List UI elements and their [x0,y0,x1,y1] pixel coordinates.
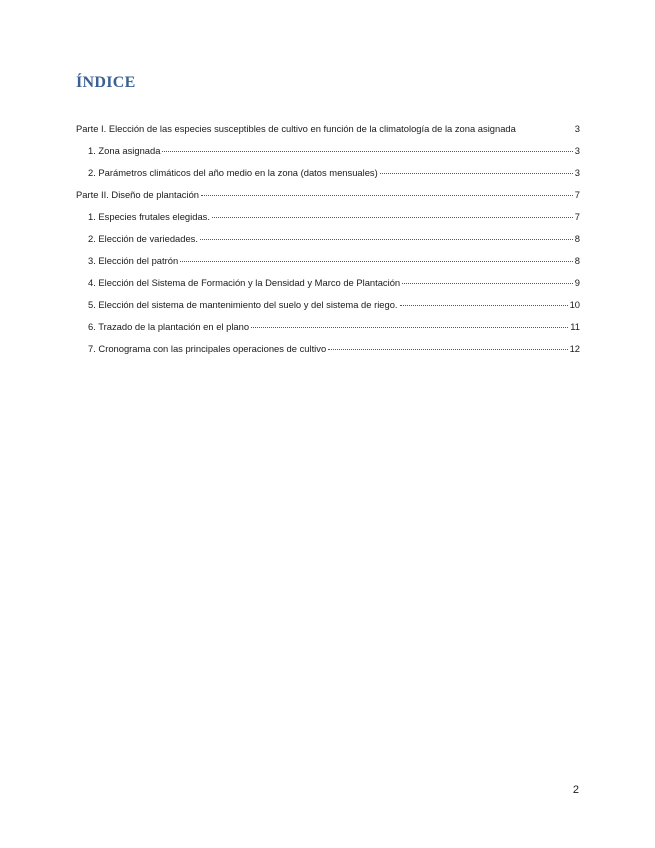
toc-heading: ÍNDICE [76,74,136,91]
toc-entry-label: 1. Especies frutales elegidas. [88,211,210,222]
toc-entry-page: 3 [574,167,580,178]
toc-leader [201,195,573,196]
toc-entry-label: 2. Elección de variedades. [88,233,198,244]
toc-entry-label: 6. Trazado de la plantación en el plano [88,321,250,332]
toc-entry-page: 11 [570,321,580,332]
toc-entry-especies-frutales[interactable] [88,211,580,223]
toc-entry-variedades[interactable] [88,233,580,245]
toc-leader [402,283,573,284]
toc-leader [212,217,573,218]
toc-leader [400,305,568,306]
toc-leader [180,261,573,262]
toc-leader [200,239,573,240]
toc-entry-parametros-climaticos[interactable] [88,167,580,179]
toc-leader [251,327,568,328]
toc-leader [380,173,573,174]
toc-entry-page: 3 [574,145,580,156]
toc-entry-page: 8 [574,233,580,244]
toc-leader [328,349,567,350]
toc-entry-mantenimiento-suelo[interactable] [88,299,580,311]
toc-entry-label: 1. Zona asignada [88,145,161,156]
toc-entry-parte-1[interactable] [76,123,580,135]
toc-entry-label: 2. Parámetros climáticos del año medio en la zona (datos mensuales) [88,167,378,178]
toc-entry-patron[interactable] [88,255,580,267]
toc-entry-label: 3. Elección del patrón [88,255,179,266]
toc-entry-page: 7 [574,189,580,200]
toc-entry-label: Parte II. Diseño de plantación [76,189,199,200]
toc-entry-trazado[interactable] [88,321,580,333]
toc-entry-page: 8 [574,255,580,266]
toc-entry-parte-2[interactable] [76,189,580,201]
toc-entry-page: 7 [574,211,580,222]
toc-entry-label: 4. Elección del Sistema de Formación y la Densidad y Marco de Plantación [88,277,401,288]
toc-entry-page: 9 [574,277,580,288]
toc-entry-zona-asignada[interactable] [88,145,580,157]
toc-entry-label: 5. Elección del sistema de mantenimiento del suelo y del sistema de riego. [88,299,398,310]
toc-entry-page: 3 [574,123,580,134]
toc-leader [162,151,572,152]
toc-entry-sistema-formacion[interactable] [88,277,580,289]
toc-entry-label: Parte I. Elección de las especies susceptibles de cultivo en función de la climatología de la zona asignada [76,123,516,134]
toc-entry-label: 7. Cronograma con las principales operaciones de cultivo [88,343,327,354]
page-number: 2 [572,784,579,796]
toc-entry-cronograma[interactable] [88,343,580,355]
toc-entry-page: 12 [569,343,580,354]
toc-entry-page: 10 [569,299,580,310]
